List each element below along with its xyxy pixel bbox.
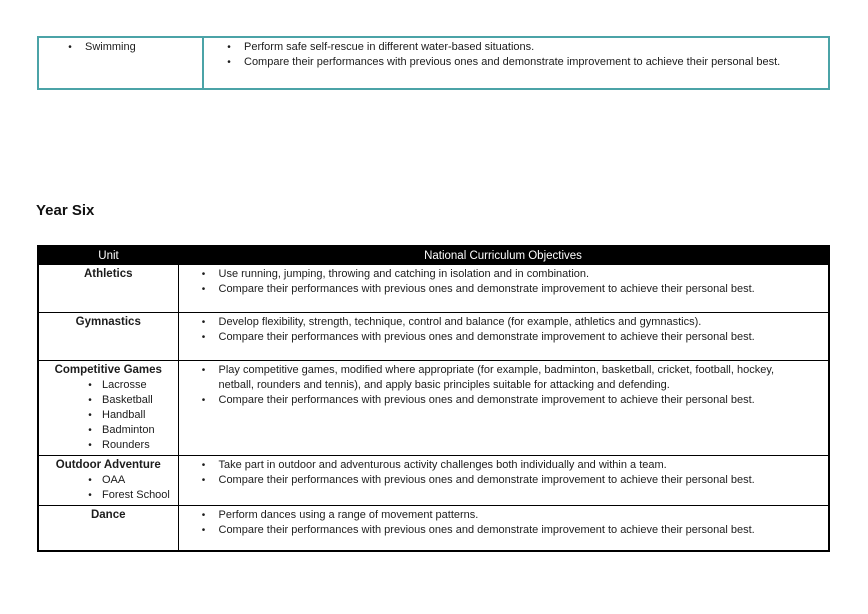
table-row [38, 361, 829, 456]
objectives-cell [178, 313, 829, 361]
unit-cell [38, 506, 178, 552]
objective-text: Use running, jumping, throwing and catching in isolation and in combination. [218, 268, 590, 280]
objective-text: Compare their performances with previous ones and demonstrate improvement to achieve their personal best. [218, 394, 755, 406]
objectives-list [197, 267, 829, 297]
table-row [38, 313, 829, 361]
sub-item-label: OAA [102, 474, 126, 486]
year-six-table [37, 245, 830, 552]
bullet-icon: • [227, 42, 231, 53]
sub-item-label: Lacrosse [102, 379, 147, 391]
objectives-cell [178, 361, 829, 456]
objective-item [197, 330, 829, 345]
objectives-cell [178, 456, 829, 506]
objective-item [197, 267, 829, 282]
page-title: Year Six [36, 202, 95, 219]
bullet-icon: • [201, 317, 206, 328]
unit-label: Gymnastics [75, 316, 141, 328]
objectives-list [197, 508, 829, 538]
objective-text: Play competitive games, modified where appropriate (for example, badminton, basketball, cricket, football, hockey, netball, rounders and tennis), and apply basic principles suitable for attacking and defending. [218, 364, 775, 391]
objective-item [222, 40, 828, 55]
objective-text: Perform safe self-rescue in different water-based situations. [244, 41, 535, 53]
objective-text: Compare their performances with previous ones and demonstrate improvement to achieve their personal best. [218, 474, 755, 486]
objectives-cell [178, 265, 829, 313]
sub-item [85, 438, 178, 453]
bullet-icon: • [68, 42, 72, 53]
table-row [38, 37, 829, 89]
unit-label: Athletics [83, 268, 133, 280]
objective-item [197, 508, 829, 523]
unit-cell [38, 313, 178, 361]
bullet-icon: • [201, 395, 206, 406]
unit-label: Competitive Games [54, 364, 162, 376]
objective-text: Develop flexibility, strength, technique, control and balance (for example, athletics and gymnastics). [218, 316, 702, 328]
objective-item [197, 282, 829, 297]
objective-text: Take part in outdoor and adventurous activity challenges both individually and within a team. [218, 459, 667, 471]
objectives-cell [203, 37, 829, 89]
unit-sublist [39, 473, 178, 503]
objectives-list [197, 363, 829, 408]
bullet-icon: • [88, 475, 92, 486]
sub-item [85, 408, 178, 423]
bullet-icon: • [88, 395, 92, 406]
bullet-icon: • [88, 410, 92, 421]
objective-text: Perform dances using a range of movement patterns. [218, 509, 479, 521]
bullet-icon: • [201, 475, 206, 486]
sub-item [85, 423, 178, 438]
objectives-cell [178, 506, 829, 552]
sub-item [85, 393, 178, 408]
sub-item-label: Badminton [102, 424, 155, 436]
unit-label: Outdoor Adventure [55, 459, 161, 471]
bullet-icon: • [88, 490, 92, 501]
objective-item [197, 393, 829, 408]
objective-item [222, 55, 828, 70]
sub-item [85, 473, 178, 488]
objective-text: Compare their performances with previous ones and demonstrate improvement to achieve their personal best. [244, 56, 781, 68]
sub-item-label: Handball [102, 409, 146, 421]
bullet-icon: • [227, 57, 231, 68]
unit-sublist [39, 378, 178, 453]
list-item [63, 40, 202, 55]
bullet-icon: • [201, 332, 206, 343]
bullet-icon: • [88, 425, 92, 436]
sub-item-label: Rounders [102, 439, 150, 451]
unit-label: Swimming [85, 41, 136, 53]
objectives-list [197, 315, 829, 345]
bullet-icon: • [201, 269, 206, 280]
objective-text: Compare their performances with previous ones and demonstrate improvement to achieve their personal best. [218, 524, 755, 536]
sub-item [85, 378, 178, 393]
unit-cell [38, 361, 178, 456]
bullet-icon: • [201, 460, 206, 471]
column-header-unit: Unit [38, 246, 178, 265]
bullet-icon: • [88, 440, 92, 451]
bullet-icon: • [88, 380, 92, 391]
column-header-objectives: National Curriculum Objectives [178, 246, 829, 265]
unit-cell [38, 265, 178, 313]
table-row [38, 506, 829, 552]
bullet-icon: • [201, 510, 206, 521]
bullet-icon: • [201, 525, 206, 536]
objective-text: Compare their performances with previous ones and demonstrate improvement to achieve their personal best. [218, 283, 755, 295]
sub-item [85, 488, 178, 503]
unit-cell [38, 456, 178, 506]
bullet-icon: • [201, 365, 206, 376]
unit-label: Dance [90, 509, 126, 521]
table-row [38, 456, 829, 506]
objective-item [197, 473, 829, 488]
objectives-list [197, 458, 829, 488]
swimming-table [37, 36, 830, 90]
unit-cell [38, 37, 203, 89]
objective-item [197, 458, 829, 473]
table-row [38, 265, 829, 313]
objective-item [197, 315, 829, 330]
table-header-row [38, 246, 829, 265]
objectives-list [222, 40, 828, 70]
objective-text: Compare their performances with previous ones and demonstrate improvement to achieve their personal best. [218, 331, 755, 343]
objective-item [197, 523, 829, 538]
unit-list [63, 40, 202, 55]
bullet-icon: • [201, 284, 206, 295]
sub-item-label: Forest School [102, 489, 170, 501]
objective-item [197, 363, 829, 393]
sub-item-label: Basketball [102, 394, 153, 406]
